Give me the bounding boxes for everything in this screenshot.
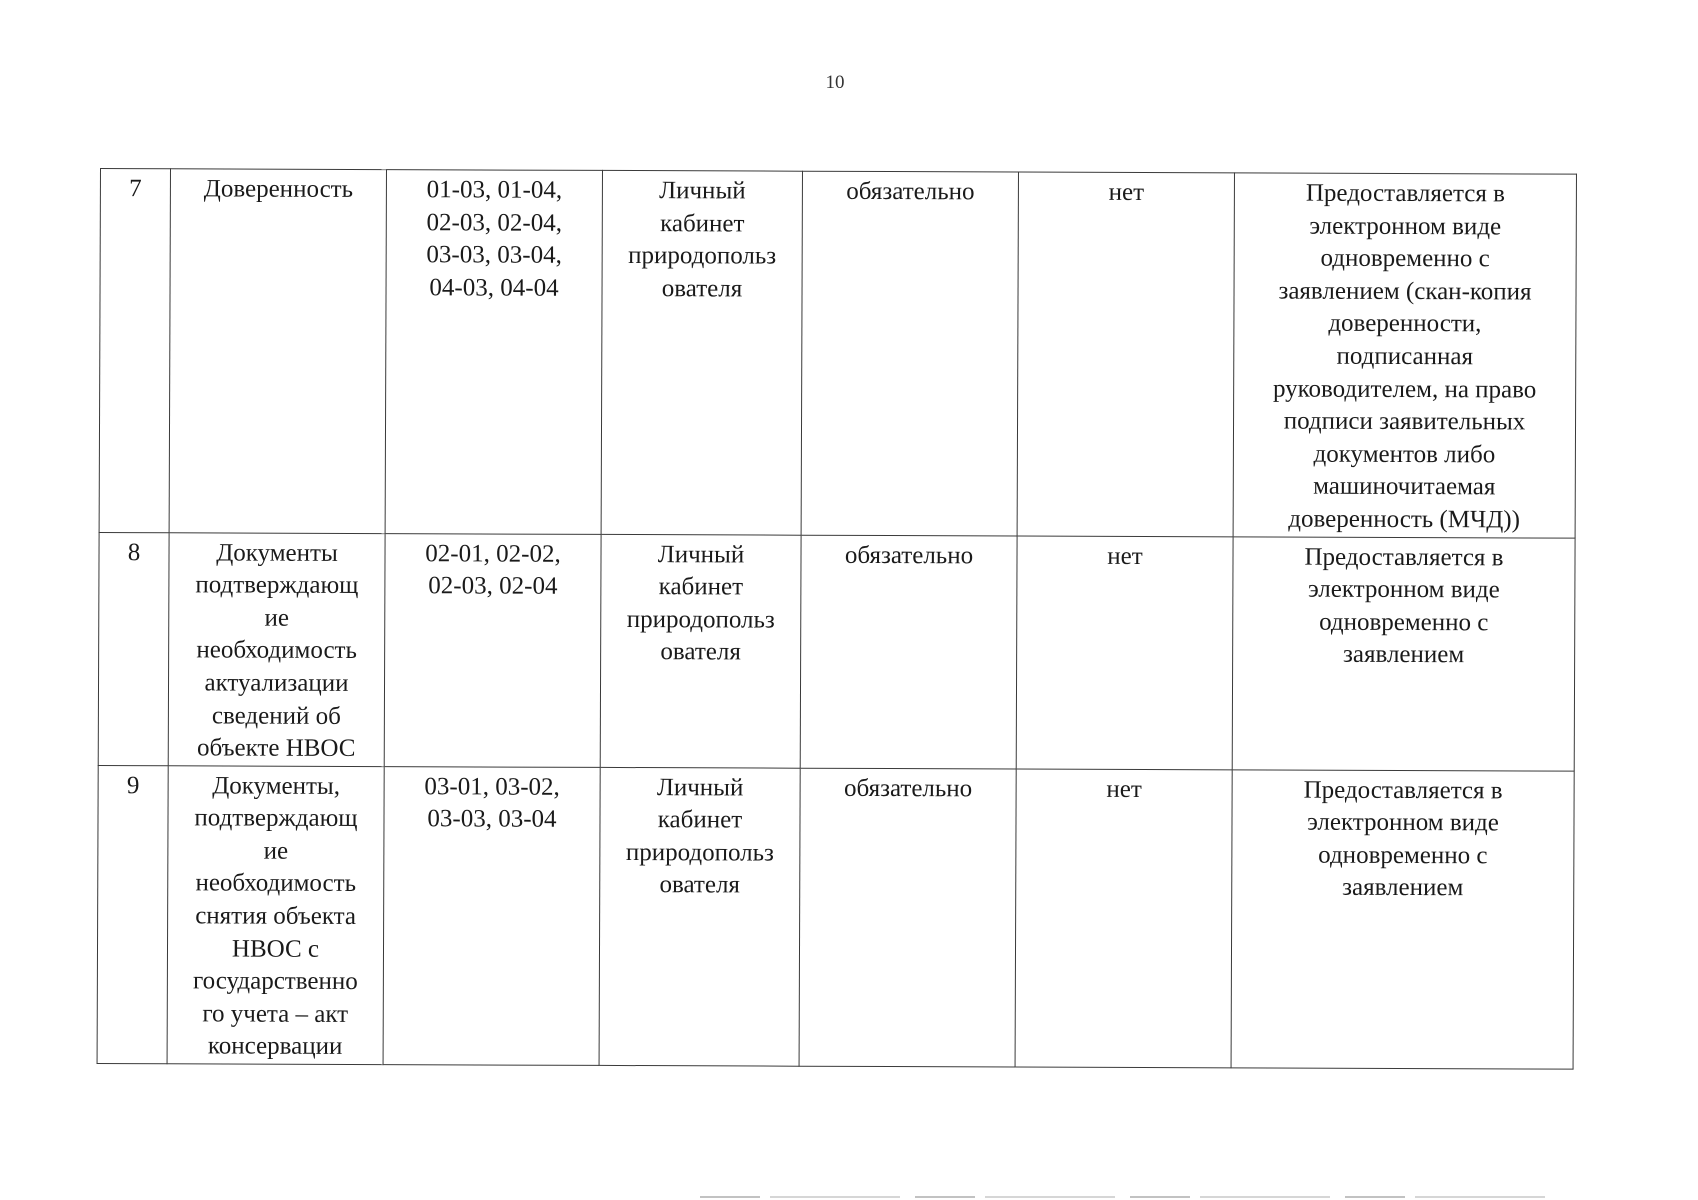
table-row xyxy=(98,532,1575,771)
row-number: 8 xyxy=(98,532,169,765)
cell-line: Доверенность xyxy=(203,175,354,203)
documents-table xyxy=(97,168,1577,1070)
requirement-status: обязательно xyxy=(800,535,1017,769)
cell-line: ователя xyxy=(661,274,743,303)
requirement-status: обязательно xyxy=(799,768,1016,1067)
cell-line: 04-03, 04-04 xyxy=(429,274,559,302)
cell-line: одновременно с xyxy=(1318,841,1488,870)
submission-channel xyxy=(600,534,801,768)
cell-line: природопольз xyxy=(626,605,775,634)
cell-line: го учета – акт xyxy=(202,1000,349,1028)
cell-line: руководителем, на право xyxy=(1272,375,1537,404)
form-codes xyxy=(383,766,600,1065)
cell-line: кабинет xyxy=(658,573,744,601)
cell-line: необходимость xyxy=(196,636,357,665)
cell-line: подтверждающ xyxy=(195,571,359,600)
cell-line: 03-03, 03-04, xyxy=(426,241,562,269)
cell-line: электронном виде xyxy=(1307,575,1500,604)
cell-line: одновременно с xyxy=(1320,244,1490,273)
cell-line: подтверждающ xyxy=(194,804,358,833)
cell-line: заявлением xyxy=(1342,874,1464,902)
cell-line: доверенности, xyxy=(1328,310,1482,338)
cell-line: Документы, xyxy=(212,772,341,800)
cell-line: актуализации xyxy=(204,669,349,697)
cell-line: ователя xyxy=(659,871,741,899)
table-row xyxy=(97,765,1574,1069)
cell-line: консервации xyxy=(207,1032,343,1061)
cell-line: ователя xyxy=(660,638,741,666)
row-number: 9 xyxy=(97,765,168,1064)
cell-line: подписи заявительных xyxy=(1283,407,1526,436)
cell-line: необходимость xyxy=(195,869,357,898)
cell-line: ие xyxy=(263,837,289,865)
cell-line: НВОС с xyxy=(231,935,320,963)
cell-line: доверенность (МЧД)) xyxy=(1288,505,1521,534)
submission-note xyxy=(1232,536,1575,770)
cell-line: 02-01, 02-02, xyxy=(425,539,561,568)
document-name xyxy=(169,169,386,533)
cell-line: природопольз xyxy=(625,838,774,867)
cell-line: Личный xyxy=(656,773,744,802)
requirement-status: обязательно xyxy=(801,171,1018,535)
extra-status: нет xyxy=(1017,172,1234,536)
page-number: 10 xyxy=(825,72,845,93)
document-name xyxy=(168,532,385,766)
cell-line: электронном виде xyxy=(1307,808,1499,837)
submission-note xyxy=(1233,173,1576,538)
cell-line: снятия объекта xyxy=(195,902,357,931)
extra-status: нет xyxy=(1016,536,1233,770)
cell-line: кабинет xyxy=(657,806,743,834)
document-name xyxy=(167,765,384,1064)
cell-line: заявлением (скан-копия xyxy=(1278,277,1532,306)
cell-line: Личный xyxy=(657,540,745,569)
cell-line: государственно xyxy=(192,967,358,996)
cell-line: 03-03, 03-04 xyxy=(427,805,557,834)
cell-line: подписанная xyxy=(1336,342,1474,371)
cell-line: документов либо xyxy=(1313,440,1496,469)
submission-channel xyxy=(601,170,802,534)
cell-line: заявлением xyxy=(1342,641,1465,669)
submission-note xyxy=(1231,770,1574,1070)
cell-line: кабинет xyxy=(660,209,745,238)
cell-line: 03-01, 03-02, xyxy=(424,772,560,801)
cell-line: 02-03, 02-04, xyxy=(426,208,563,237)
table-row xyxy=(99,169,1576,538)
submission-channel xyxy=(599,767,800,1066)
form-codes xyxy=(385,170,602,534)
cell-line: Личный xyxy=(659,177,746,205)
cell-line: Предоставляется в xyxy=(1303,776,1503,805)
cell-line: Предоставляется в xyxy=(1305,179,1505,208)
cell-line: Документы xyxy=(216,538,338,567)
cell-line: одновременно с xyxy=(1319,608,1489,637)
cell-line: 02-03, 02-04 xyxy=(428,572,558,600)
cell-line: сведений об xyxy=(211,701,341,730)
cell-line: природопольз xyxy=(628,242,777,270)
cell-line: ие xyxy=(264,604,290,632)
cell-line: Предоставляется в xyxy=(1304,543,1504,571)
cell-line: машиночитаемая xyxy=(1313,473,1496,501)
row-number: 7 xyxy=(99,169,170,533)
form-codes xyxy=(384,533,601,767)
scan-artifact-rule xyxy=(700,1196,1560,1198)
cell-line: 01-03, 01-04, xyxy=(426,176,563,204)
cell-line: объекте НВОС xyxy=(196,734,356,763)
cell-line: электронном виде xyxy=(1309,212,1502,240)
extra-status: нет xyxy=(1015,769,1232,1068)
